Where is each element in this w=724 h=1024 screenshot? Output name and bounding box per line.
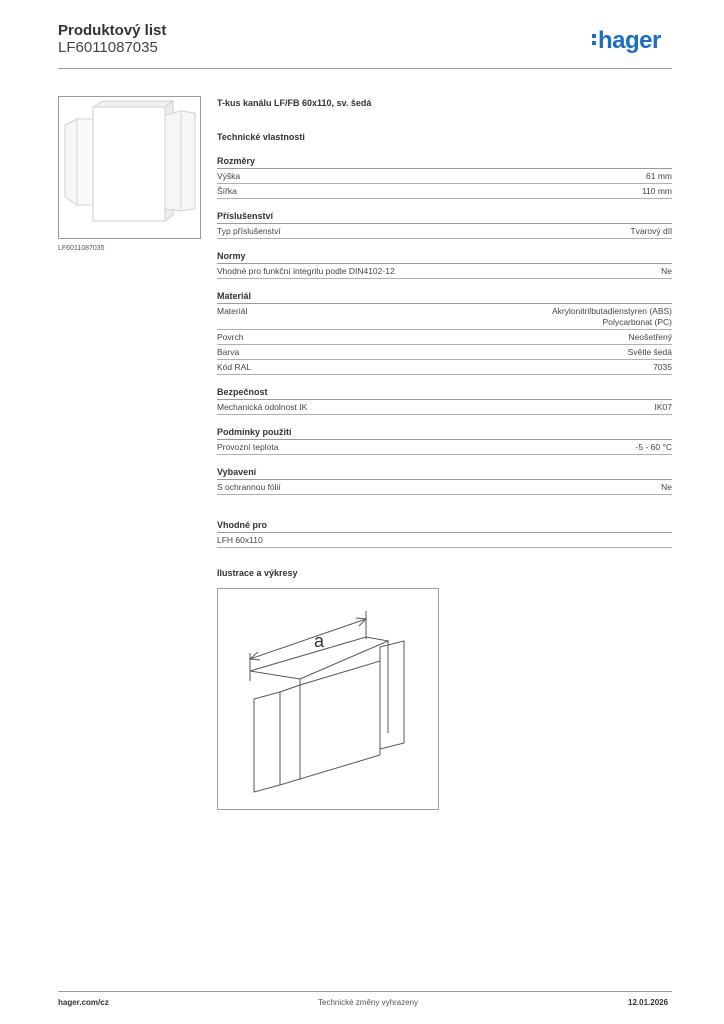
spec-value-line: Tvarový díl xyxy=(630,226,672,236)
spec-value-line: 7035 xyxy=(653,362,672,372)
spec-sections xyxy=(217,155,672,495)
spec-label: Výška xyxy=(217,171,241,181)
spec-section xyxy=(217,426,672,455)
section-title: Bezpečnost xyxy=(217,386,672,400)
spec-row xyxy=(217,400,672,415)
tech-heading: Technické vlastnosti xyxy=(217,132,305,142)
thumbnail-caption: LF6011087035 xyxy=(58,245,105,252)
spec-label: Typ příslušenství xyxy=(217,226,281,236)
dimension-label: a xyxy=(314,631,325,651)
spec-value-line: Neošetřený xyxy=(628,332,672,342)
spec-row xyxy=(217,345,672,360)
spec-value-line: IK07 xyxy=(654,402,672,412)
logo-text: hager xyxy=(598,27,661,54)
spec-row xyxy=(217,440,672,455)
spec-value xyxy=(636,442,672,453)
spec-value xyxy=(630,226,672,237)
spec-label: Vhodné pro funkční integritu podle DIN4102-12 xyxy=(217,266,395,276)
section-title: Příslušenství xyxy=(217,210,672,224)
illustration-title: Ilustrace a výkresy xyxy=(217,568,298,578)
spec-section xyxy=(217,250,672,279)
spec-value-line: 61 mm xyxy=(646,171,672,181)
technical-drawing xyxy=(217,588,439,810)
spec-row xyxy=(217,184,672,199)
section-title: Vybavení xyxy=(217,466,672,480)
footer-divider xyxy=(58,991,672,992)
spec-value xyxy=(629,332,672,343)
spec-label: Mechanická odolnost IK xyxy=(217,402,308,412)
logo-dots-icon xyxy=(592,34,596,46)
section-title: Vhodné pro xyxy=(217,519,672,533)
spec-value-line: Ne xyxy=(661,266,672,276)
spec-label: Šířka xyxy=(217,186,237,196)
section-title: Materiál xyxy=(217,290,672,304)
spec-value xyxy=(653,362,672,373)
spec-section xyxy=(217,386,672,415)
spec-value-line: 110 mm xyxy=(641,186,672,196)
spec-value-line: -5 - 60 °C xyxy=(635,442,672,452)
spec-row xyxy=(217,480,672,495)
spec-value xyxy=(628,347,672,358)
spec-content xyxy=(217,96,672,810)
spec-row xyxy=(217,264,672,279)
spec-label: Kód RAL xyxy=(217,362,252,372)
spec-row xyxy=(217,360,672,375)
product-name: T-kus kanálu LF/FB 60x110, sv. šedá xyxy=(217,98,372,108)
spec-value xyxy=(646,171,672,182)
spec-value-line: Ne xyxy=(661,482,672,492)
t-piece-drawing-icon xyxy=(218,589,438,809)
spec-row xyxy=(217,224,672,239)
spec-value-line: Akrylonitrilbutadienstyren (ABS) xyxy=(552,306,672,316)
spec-section xyxy=(217,290,672,375)
spec-row xyxy=(217,169,672,184)
product-code: LF6011087035 xyxy=(58,39,158,56)
spec-section xyxy=(217,466,672,495)
suitable-for-section xyxy=(217,519,672,548)
spec-label: Povrch xyxy=(217,332,244,342)
spec-value xyxy=(642,186,672,197)
spec-row xyxy=(217,330,672,345)
spec-section xyxy=(217,155,672,199)
spec-value-line: Polycarbonat (PC) xyxy=(602,317,672,327)
header-divider xyxy=(58,68,672,69)
spec-label: Provozní teplota xyxy=(217,442,279,452)
spec-label: Materiál xyxy=(217,306,248,316)
spec-row xyxy=(217,304,672,330)
footer-website[interactable]: hager.com/cz xyxy=(58,998,109,1007)
footer-date: 12.01.2026 xyxy=(628,998,669,1007)
spec-value xyxy=(655,402,673,413)
spec-value-line: Světle šedá xyxy=(627,347,672,357)
product-thumbnail xyxy=(58,96,201,239)
spec-label: Barva xyxy=(217,347,240,357)
spec-value xyxy=(552,306,672,328)
spec-section xyxy=(217,210,672,239)
hager-logo xyxy=(592,28,661,54)
spec-value xyxy=(661,482,672,493)
spec-value xyxy=(661,266,672,277)
spec-row xyxy=(217,533,672,548)
t-piece-thumbnail-icon xyxy=(59,97,200,238)
page-title: Produktový list xyxy=(58,22,167,39)
section-title: Podmínky použití xyxy=(217,426,672,440)
section-title: Normy xyxy=(217,250,672,264)
spec-label: S ochrannou fólií xyxy=(217,482,281,492)
spec-label: LFH 60x110 xyxy=(217,535,263,545)
footer-notice: Technické změny vyhrazeny xyxy=(318,998,419,1007)
section-title: Rozměry xyxy=(217,155,672,169)
